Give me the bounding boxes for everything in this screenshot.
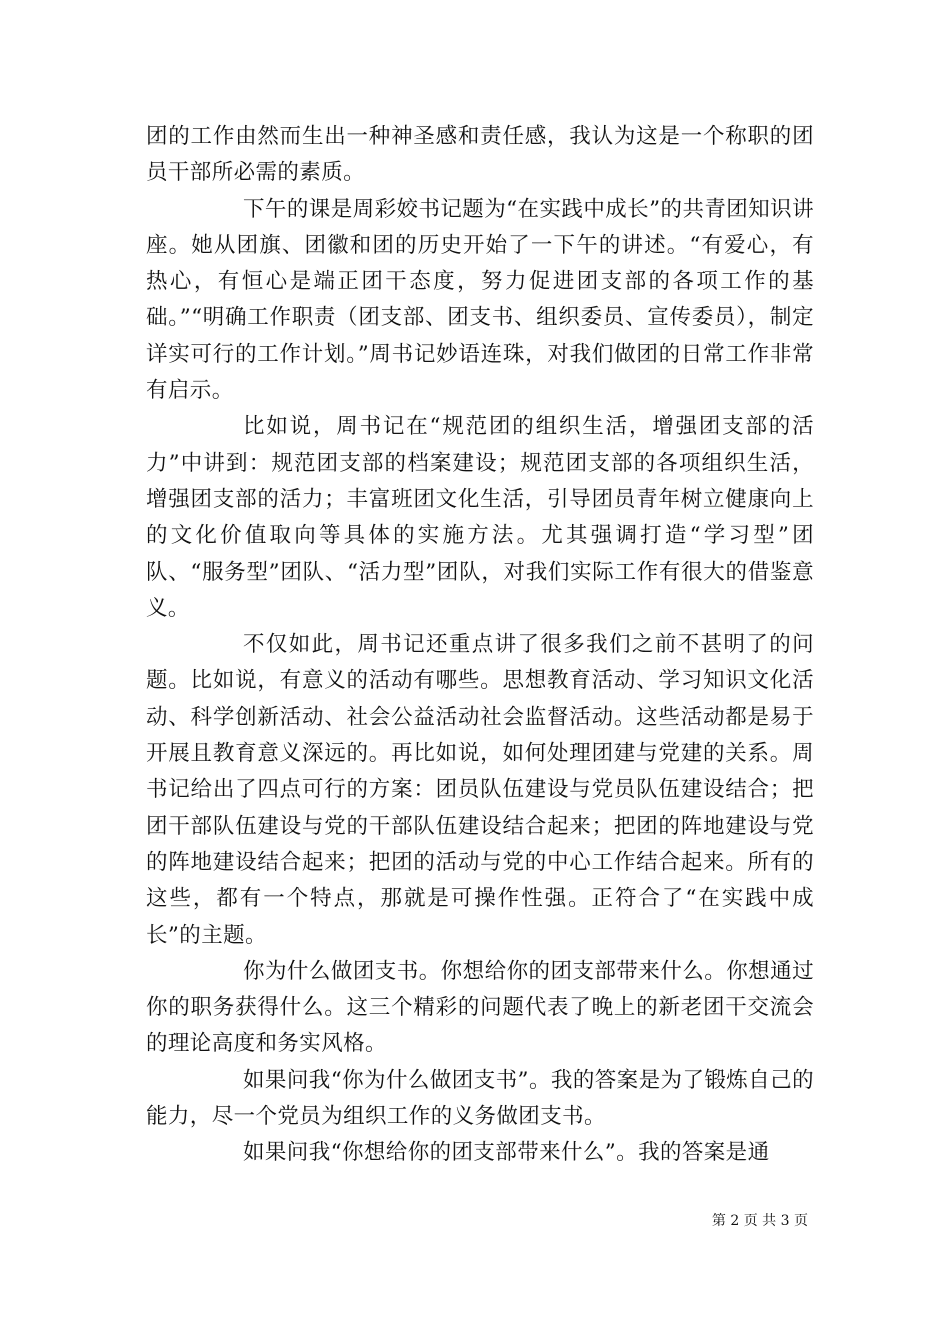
paragraph: 你为什么做团支书。你想给你的团支部带来什么。你想通过你的职务获得什么。这三个精彩的问题代表了晚上的新老团干交流会的理论高度和务实风格。: [146, 958, 814, 1057]
paragraph: 不仅如此，周书记还重点讲了很多我们之前不甚明了的问题。比如说，有意义的活动有哪些。思想教育活动、学习知识文化活动、科学创新活动、社会公益活动社会监督活动。这些活动都是易于开展且教育意义深远的。再比如说，如何处理团建与党建的关系。周书记给出了四点可行的方案：团员队伍建设与党员队伍建设结合；把团干部队伍建设与党的干部队伍建设结合起来；把团的阵地建设与党的阵地建设结合起来；把团的活动与党的中心工作结合起来。所有的这些，都有一个特点，那就是可操作性强。正符合了“在实践中成长”的主题。: [146, 632, 814, 948]
paragraph: 比如说，周书记在“规范团的组织生活，增强团支部的活力”中讲到：规范团支部的档案建设；规范团支部的各项组织生活，增强团支部的活力；丰富班团文化生活，引导团员青年树立健康向上的文化价值取向等具体的实施方法。尤其强调打造“学习型”团队、“服务型”团队、“活力型”团队，对我们实际工作有很大的借鉴意义。: [146, 414, 814, 621]
paragraph: 如果问我“你想给你的团支部带来什么”。我的答案是通: [243, 1140, 770, 1166]
page-number-footer: 第 2 页 共 3 页: [711, 1213, 808, 1229]
paragraph-continuation: 团的工作由然而生出一种神圣感和责任感，我认为这是一个称职的团员干部所必需的素质。: [146, 124, 814, 186]
paragraph: 下午的课是周彩姣书记题为“在实践中成长”的共青团知识讲座。她从团旗、团徽和团的历史开始了一下午的讲述。“有爱心，有热心，有恒心是端正团干态度，努力促进团支部的各项工作的基础。”“明确工作职责（团支部、团支书、组织委员、宣传委员），制定详实可行的工作计划。”周书记妙语连珠，对我们做团的日常工作非常有启示。: [146, 196, 814, 404]
paragraph: 如果问我“你为什么做团支书”。我的答案是为了锻炼自己的能力，尽一个党员为组织工作的义务做团支书。: [146, 1067, 814, 1130]
document-body: [146, 119, 814, 1172]
